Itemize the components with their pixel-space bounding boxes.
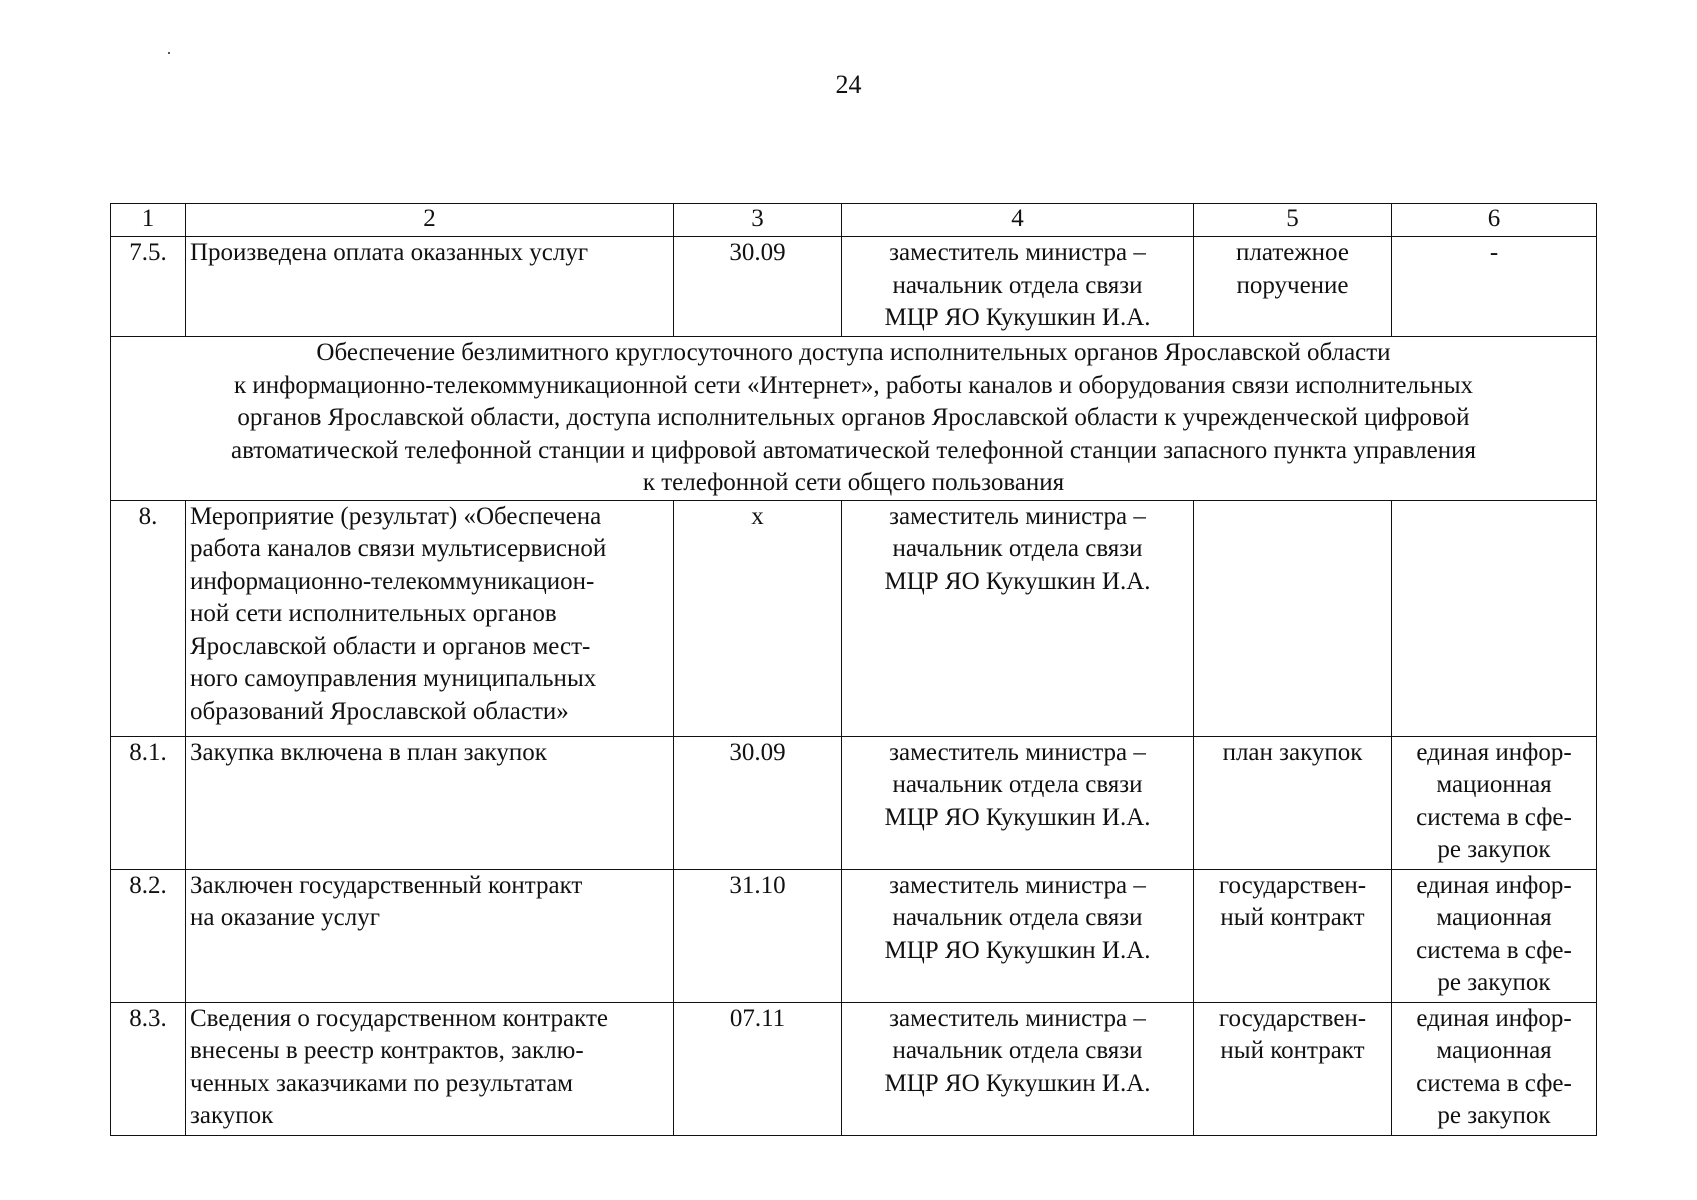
table-row <box>111 736 1597 869</box>
row-description: Заключен государственный контракт на оказание услуг <box>186 869 674 1002</box>
row-responsible: заместитель министра – начальник отдела связи МЦР ЯО Кукушкин И.А. <box>842 1002 1194 1135</box>
header-cell: 2 <box>186 204 674 237</box>
row-document: государствен- ный контракт <box>1194 1002 1392 1135</box>
table-row <box>111 237 1597 337</box>
header-cell: 5 <box>1194 204 1392 237</box>
row-date: 30.09 <box>674 237 842 337</box>
row-document: план закупок <box>1194 736 1392 869</box>
row-number: 8. <box>111 500 186 736</box>
row-number: 7.5. <box>111 237 186 337</box>
section-title: Обеспечение безлимитного круглосуточного доступа исполнительных органов Ярославской области к информационно-телекоммуникационной сети «Интернет», работы каналов и оборудования связи исполнительных органов Ярославской области, доступа исполнительных органов Ярославской области к учрежденческой цифровой автоматической телефонной станции и цифровой автоматической телефонной станции запасного пункта управления к телефонной сети общего пользования <box>111 337 1597 501</box>
row-date: х <box>674 500 842 736</box>
row-document: государствен- ный контракт <box>1194 869 1392 1002</box>
row-info-system <box>1392 500 1597 736</box>
row-date: 30.09 <box>674 736 842 869</box>
page-number: 24 <box>835 70 862 99</box>
row-responsible: заместитель министра – начальник отдела связи МЦР ЯО Кукушкин И.А. <box>842 237 1194 337</box>
row-description: Сведения о государственном контракте внесены в реестр контрактов, заклю- ченных заказчиками по результатам закупок <box>186 1002 674 1135</box>
row-description: Произведена оплата оказанных услуг <box>186 237 674 337</box>
row-description: Мероприятие (результат) «Обеспечена работа каналов связи мультисервисной информационно-телекоммуникацион- ной сети исполнительных органов Ярославской области и органов мест- ного самоуправления муниципальных образований Ярославской области» <box>186 500 674 736</box>
header-row <box>111 204 1597 237</box>
row-document: платежное поручение <box>1194 237 1392 337</box>
row-info-system: единая инфор- мационная система в сфе- ре закупок <box>1392 869 1597 1002</box>
row-info-system: единая инфор- мационная система в сфе- ре закупок <box>1392 736 1597 869</box>
row-responsible: заместитель министра – начальник отдела связи МЦР ЯО Кукушкин И.А. <box>842 869 1194 1002</box>
row-responsible: заместитель министра – начальник отдела связи МЦР ЯО Кукушкин И.А. <box>842 736 1194 869</box>
plan-table <box>110 203 1597 1136</box>
row-info-system: - <box>1392 237 1597 337</box>
table-row <box>111 1002 1597 1135</box>
row-number: 8.3. <box>111 1002 186 1135</box>
row-info-system: единая инфор- мационная система в сфе- ре закупок <box>1392 1002 1597 1135</box>
scan-speck <box>168 52 170 54</box>
header-cell: 1 <box>111 204 186 237</box>
row-number: 8.2. <box>111 869 186 1002</box>
section-row <box>111 337 1597 501</box>
header-cell: 4 <box>842 204 1194 237</box>
row-number: 8.1. <box>111 736 186 869</box>
table-row <box>111 500 1597 736</box>
row-document <box>1194 500 1392 736</box>
row-responsible: заместитель министра – начальник отдела связи МЦР ЯО Кукушкин И.А. <box>842 500 1194 736</box>
header-cell: 6 <box>1392 204 1597 237</box>
table-row <box>111 869 1597 1002</box>
header-cell: 3 <box>674 204 842 237</box>
row-description: Закупка включена в план закупок <box>186 736 674 869</box>
row-date: 07.11 <box>674 1002 842 1135</box>
row-date: 31.10 <box>674 869 842 1002</box>
